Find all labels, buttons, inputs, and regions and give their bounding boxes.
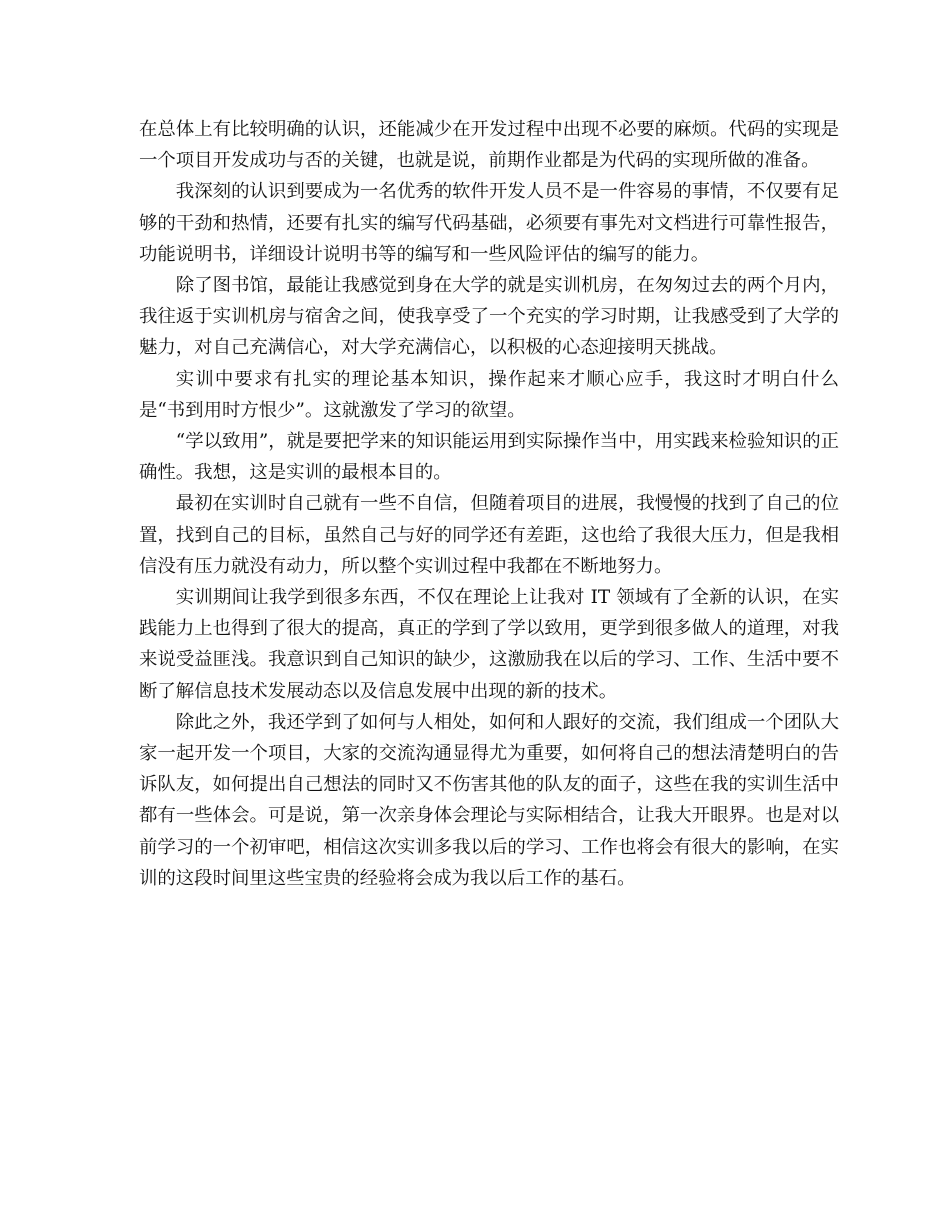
paragraph-6: 最初在实训时自己就有一些不自信，但随着项目的进展，我慢慢的找到了自己的位置，找到自己的目标，虽然自己与好的同学还有差距，这也给了我很大压力，但是我相信没有压力就没有动力，所以整个实训过程中我都在不断地努力。 [139, 493, 839, 577]
paragraph-2: 我深刻的认识到要成为一名优秀的软件开发人员不是一件容易的事情，不仅要有足够的干劲和热情，还要有扎实的编写代码基础，必须要有事先对文档进行可靠性报告，功能说明书，详细设计说明书等的编写和一些风险评估的编写的能力。 [139, 181, 839, 265]
document-body [139, 114, 839, 894]
paragraph-4: 实训中要求有扎实的理论基本知识，操作起来才顺心应手，我这时才明白什么是“书到用时方恨少”。这就激发了学习的欲望。 [139, 368, 839, 421]
paragraph-5: “学以致用”，就是要把学来的知识能运用到实际操作当中，用实践来检验知识的正确性。我想，这是实训的最根本目的。 [139, 431, 839, 484]
paragraph-8: 除此之外，我还学到了如何与人相处，如何和人跟好的交流，我们组成一个团队大家一起开发一个项目，大家的交流沟通显得尤为重要，如何将自己的想法清楚明白的告诉队友，如何提出自己想法的同时又不伤害其他的队友的面子，这些在我的实训生活中都有一些体会。可是说，第一次亲身体会理论与实际相结合，让我大开眼界。也是对以前学习的一个初审吧，相信这次实训多我以后的学习、工作也将会有很大的影响，在实训的这段时间里这些宝贵的经验将会成为我以后工作的基石。 [139, 711, 839, 889]
paragraph-1: 在总体上有比较明确的认识，还能减少在开发过程中出现不必要的麻烦。代码的实现是一个项目开发成功与否的关键，也就是说，前期作业都是为代码的实现所做的准备。 [139, 119, 839, 172]
paragraph-7: 实训期间让我学到很多东西，不仅在理论上让我对 IT 领域有了全新的认识，在实践能力上也得到了很大的提高，真正的学到了学以致用，更学到很多做人的道理，对我来说受益匪浅。我意识到自己知识的缺少，这激励我在以后的学习、工作、生活中要不断了解信息技术发展动态以及信息发展中出现的新的技术。 [139, 587, 839, 702]
paragraph-3: 除了图书馆，最能让我感觉到身在大学的就是实训机房，在匆匆过去的两个月内，我往返于实训机房与宿舍之间，使我享受了一个充实的学习时期，让我感受到了大学的魅力，对自己充满信心，对大学充满信心，以积极的心态迎接明天挑战。 [139, 275, 839, 359]
